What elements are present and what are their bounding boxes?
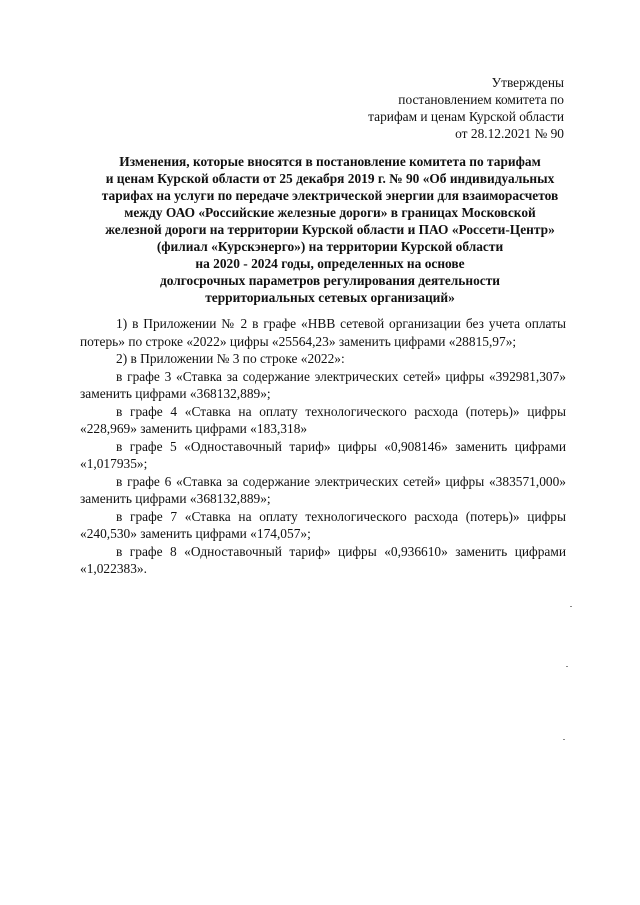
document-body bbox=[80, 315, 566, 578]
title-line: (филиал «Курскэнерго») на территории Курской области bbox=[156, 239, 504, 254]
title-line: долгосрочных параметров регулирования деятельности bbox=[159, 273, 501, 288]
title-line: железной дороги на территории Курской области и ПАО «Россети-Центр» bbox=[105, 222, 555, 237]
paragraph-column-3: в графе 3 «Ставка за содержание электрических сетей» цифры «392981,307» заменить цифрами «368132,889»; bbox=[80, 368, 566, 401]
paragraph-column-6: в графе 6 «Ставка за содержание электрических сетей» цифры «383571,000» заменить цифрами «368132,889»; bbox=[80, 473, 566, 506]
title-line: тарифах на услуги по передаче электрической энергии для взаиморасчетов bbox=[101, 188, 559, 203]
title-line: Изменения, которые вносятся в постановление комитета по тарифам bbox=[119, 154, 541, 169]
paragraph-item-2: 2) в Приложении № 3 по строке «2022»: bbox=[116, 351, 345, 366]
paragraph-column-8: в графе 8 «Одноставочный тариф» цифры «0,936610» заменить цифрами «1,022383». bbox=[80, 543, 566, 576]
paragraph-column-7: в графе 7 «Ставка на оплату технологического расхода (потерь)» цифры «240,530» заменить цифрами «174,057»; bbox=[80, 508, 566, 541]
title-line: между ОАО «Российские железные дороги» в границах Московской bbox=[124, 205, 536, 220]
document-title bbox=[90, 153, 570, 306]
title-line: на 2020 - 2024 годы, определенных на основе bbox=[195, 256, 465, 271]
title-line: территориальных сетевых организаций» bbox=[205, 290, 455, 305]
paragraph-item-1: 1) в Приложении № 2 в графе «НВВ сетевой организации без учета оплаты потерь» по строке «2022» цифры «25564,23» заменить цифрами «28815,97»; bbox=[80, 316, 566, 349]
title-line: и ценам Курской области от 25 декабря 2019 г. № 90 «Об индивидуальных bbox=[105, 171, 555, 186]
paragraph-column-5: в графе 5 «Одноставочный тариф» цифры «0,908146» заменить цифрами «1,017935»; bbox=[80, 438, 566, 471]
scan-speck bbox=[570, 606, 572, 607]
scan-speck bbox=[563, 739, 565, 740]
scan-speck bbox=[566, 666, 568, 667]
approval-line: Утверждены bbox=[491, 75, 564, 90]
approval-block bbox=[330, 74, 564, 142]
approval-date: от 28.12.2021 № 90 bbox=[455, 126, 564, 141]
approval-line: тарифам и ценам Курской области bbox=[368, 109, 564, 124]
paragraph-column-4: в графе 4 «Ставка на оплату технологического расхода (потерь)» цифры «228,969» заменить цифрами «183,318» bbox=[80, 403, 566, 436]
approval-line: постановлением комитета по bbox=[398, 92, 564, 107]
